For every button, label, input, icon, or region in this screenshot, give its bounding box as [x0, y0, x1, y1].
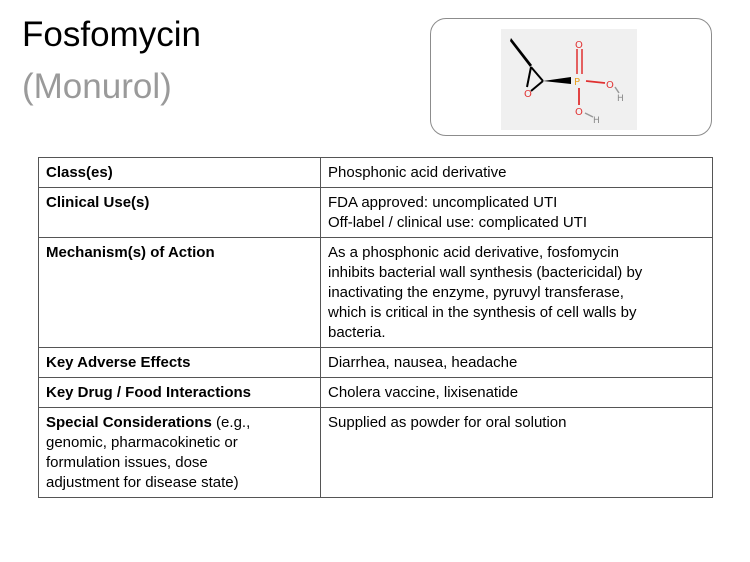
- atom-label-hydrogen-bottom: H: [593, 116, 600, 126]
- row-value: [321, 348, 713, 378]
- value-line: Cholera vaccine, lixisenatide: [328, 384, 519, 401]
- value-line: As a phosphonic acid derivative, fosfomycin: [328, 244, 619, 261]
- methyl-wedge-bond: [510, 38, 532, 67]
- label-line: formulation issues, dose: [46, 454, 208, 471]
- value-line: bacteria.: [328, 324, 386, 341]
- row-label: Mechanism(s) of Action: [39, 238, 321, 348]
- drug-info-table: [38, 157, 713, 498]
- phosphorus-wedge-bond: [543, 77, 571, 84]
- row-value: [321, 408, 713, 498]
- atom-label-oxygen-right: O: [606, 80, 614, 91]
- value-line: inactivating the enzyme, pyruvyl transferase,: [328, 284, 624, 301]
- atom-label-oxygen-bottom: O: [575, 107, 583, 118]
- table-row: [39, 408, 713, 498]
- value-line: Off-label / clinical use: complicated UTI: [328, 214, 587, 231]
- value-line: inhibits bacterial wall synthesis (bactericidal) by: [328, 264, 643, 281]
- table-row: [39, 238, 713, 348]
- row-value: [321, 238, 713, 348]
- label-line: [46, 413, 313, 433]
- value-line: FDA approved: uncomplicated UTI: [328, 194, 558, 211]
- oh-bond-right: [615, 87, 619, 93]
- atom-label-oxygen-top: O: [575, 40, 583, 51]
- slide-title: Fosfomycin: [22, 15, 201, 54]
- label-line: adjustment for disease state): [46, 474, 239, 491]
- p-oh-bond-right: [586, 81, 605, 83]
- table-row: [39, 348, 713, 378]
- label-line: genomic, pharmacokinetic or: [46, 434, 238, 451]
- row-value: [321, 158, 713, 188]
- value-line: Supplied as powder for oral solution: [328, 414, 567, 431]
- ring-bond-c2-o: [531, 81, 543, 91]
- ring-bond-c1-c2: [531, 67, 543, 81]
- row-label: Key Adverse Effects: [39, 348, 321, 378]
- slide-subtitle: (Monurol): [22, 67, 172, 106]
- oh-bond-bottom: [585, 113, 593, 117]
- label-bold: Special Considerations: [46, 414, 212, 431]
- row-label: Clinical Use(s): [39, 188, 321, 238]
- row-value: [321, 188, 713, 238]
- ring-bond-c1-o: [527, 67, 531, 87]
- table-row: [39, 188, 713, 238]
- atom-label-phosphorus: P: [574, 77, 581, 88]
- label-note: (e.g.,: [211, 414, 251, 431]
- value-line: Phosphonic acid derivative: [328, 164, 507, 181]
- row-label: Class(es): [39, 158, 321, 188]
- atom-label-ring-oxygen: O: [524, 89, 532, 100]
- value-line: which is critical in the synthesis of cell walls by: [328, 304, 637, 321]
- row-label: Key Drug / Food Interactions: [39, 378, 321, 408]
- row-label: [39, 408, 321, 498]
- atom-label-hydrogen-right: H: [617, 94, 624, 104]
- chemical-structure-image: [501, 29, 637, 130]
- value-line: Diarrhea, nausea, headache: [328, 354, 518, 371]
- table-row: [39, 378, 713, 408]
- chemical-structure-panel: [430, 18, 712, 136]
- table-row: [39, 158, 713, 188]
- row-value: [321, 378, 713, 408]
